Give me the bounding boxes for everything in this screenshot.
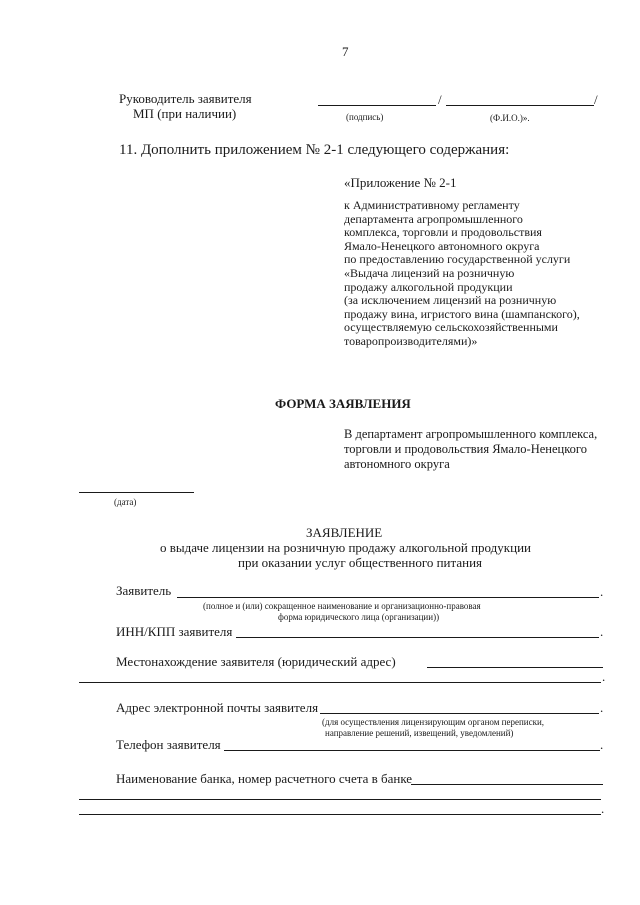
appendix-line: продажу алкогольной продукции	[344, 279, 513, 294]
location-dot: .	[602, 669, 606, 684]
appendix-line: комплекса, торговли и продовольствия	[344, 225, 542, 240]
appendix-line: Ямало-Ненецкого автономного округа	[344, 238, 540, 253]
stamp-label: МП (при наличии)	[133, 106, 237, 121]
applicant-input-line[interactable]	[177, 597, 599, 598]
applicant-hint-1: (полное и (или) сокращенное наименование и организационно-правовая	[203, 601, 481, 611]
bank-dot: .	[601, 801, 605, 816]
inn-input-line[interactable]	[236, 637, 599, 638]
item-11-heading: 11. Дополнить приложением № 2-1 следующего содержания:	[119, 142, 510, 158]
inn-dot: .	[600, 624, 604, 639]
statement-heading: ЗАЯВЛЕНИЕ	[306, 525, 383, 540]
addressee	[344, 427, 597, 472]
inn-label: ИНН/КПП заявителя	[116, 624, 233, 639]
name-line[interactable]	[446, 105, 594, 106]
appendix-line: по предоставлению государственной услуги	[344, 252, 571, 267]
addressee-line: В департамент агропромышленного комплекса,	[344, 427, 598, 441]
appendix-title: «Приложение № 2-1	[344, 175, 457, 190]
appendix-line: (за исключением лицензий на розничную	[344, 293, 557, 308]
appendix-line: к Административному регламенту	[344, 198, 520, 212]
appendix-line: товаропроизводителями)»	[344, 333, 478, 348]
date-hint: (дата)	[114, 497, 137, 507]
appendix-text	[344, 199, 580, 349]
bank-input-line-3[interactable]	[79, 814, 601, 815]
head-label: Руководитель заявителя	[119, 91, 252, 106]
email-label: Адрес электронной почты заявителя	[116, 700, 319, 715]
appendix-line: департамента агропромышленного	[344, 211, 523, 226]
bank-input-line-2[interactable]	[79, 799, 601, 800]
phone-label: Телефон заявителя	[116, 737, 221, 752]
applicant-dot: .	[600, 584, 604, 599]
page-number: 7	[342, 44, 349, 59]
appendix-line: осуществляемую сельскохозяйственными	[344, 320, 558, 335]
addressee-line: автономного округа	[344, 457, 450, 471]
phone-dot: .	[600, 737, 604, 752]
email-hint-2: направление решений, извещений, уведомлений)	[325, 728, 514, 738]
appendix-line: продажу вина, игристого вина (шампанского),	[344, 306, 580, 321]
phone-input-line[interactable]	[224, 750, 600, 751]
bank-input-line[interactable]	[411, 784, 603, 785]
location-label: Местонахождение заявителя (юридический адрес)	[116, 654, 396, 669]
slash-2: /	[594, 92, 598, 107]
applicant-label: Заявитель	[116, 583, 172, 598]
date-line[interactable]	[79, 492, 194, 493]
form-title: ФОРМА ЗАЯВЛЕНИЯ	[275, 396, 411, 411]
applicant-hint-2: форма юридического лица (организации))	[278, 612, 440, 622]
statement-line-1: о выдаче лицензии на розничную продажу алкогольной продукции	[160, 540, 531, 555]
email-hint-1: (для осуществления лицензирующим органом переписки,	[322, 717, 545, 727]
signature-hint: (подпись)	[346, 112, 384, 122]
name-hint: (Ф.И.О.)».	[490, 113, 530, 123]
bank-label: Наименование банка, номер расчетного счета в банке	[116, 771, 413, 786]
addressee-line: торговли и продовольствия Ямало-Ненецкого	[344, 442, 587, 456]
email-input-line[interactable]	[320, 713, 599, 714]
slash-1: /	[438, 92, 442, 107]
signature-line[interactable]	[318, 105, 436, 106]
email-dot: .	[600, 700, 604, 715]
appendix-line: «Выдача лицензий на розничную	[344, 265, 515, 280]
statement-line-2: при оказании услуг общественного питания	[238, 555, 483, 570]
location-input-line-2[interactable]	[79, 682, 601, 683]
location-input-line[interactable]	[427, 667, 603, 668]
